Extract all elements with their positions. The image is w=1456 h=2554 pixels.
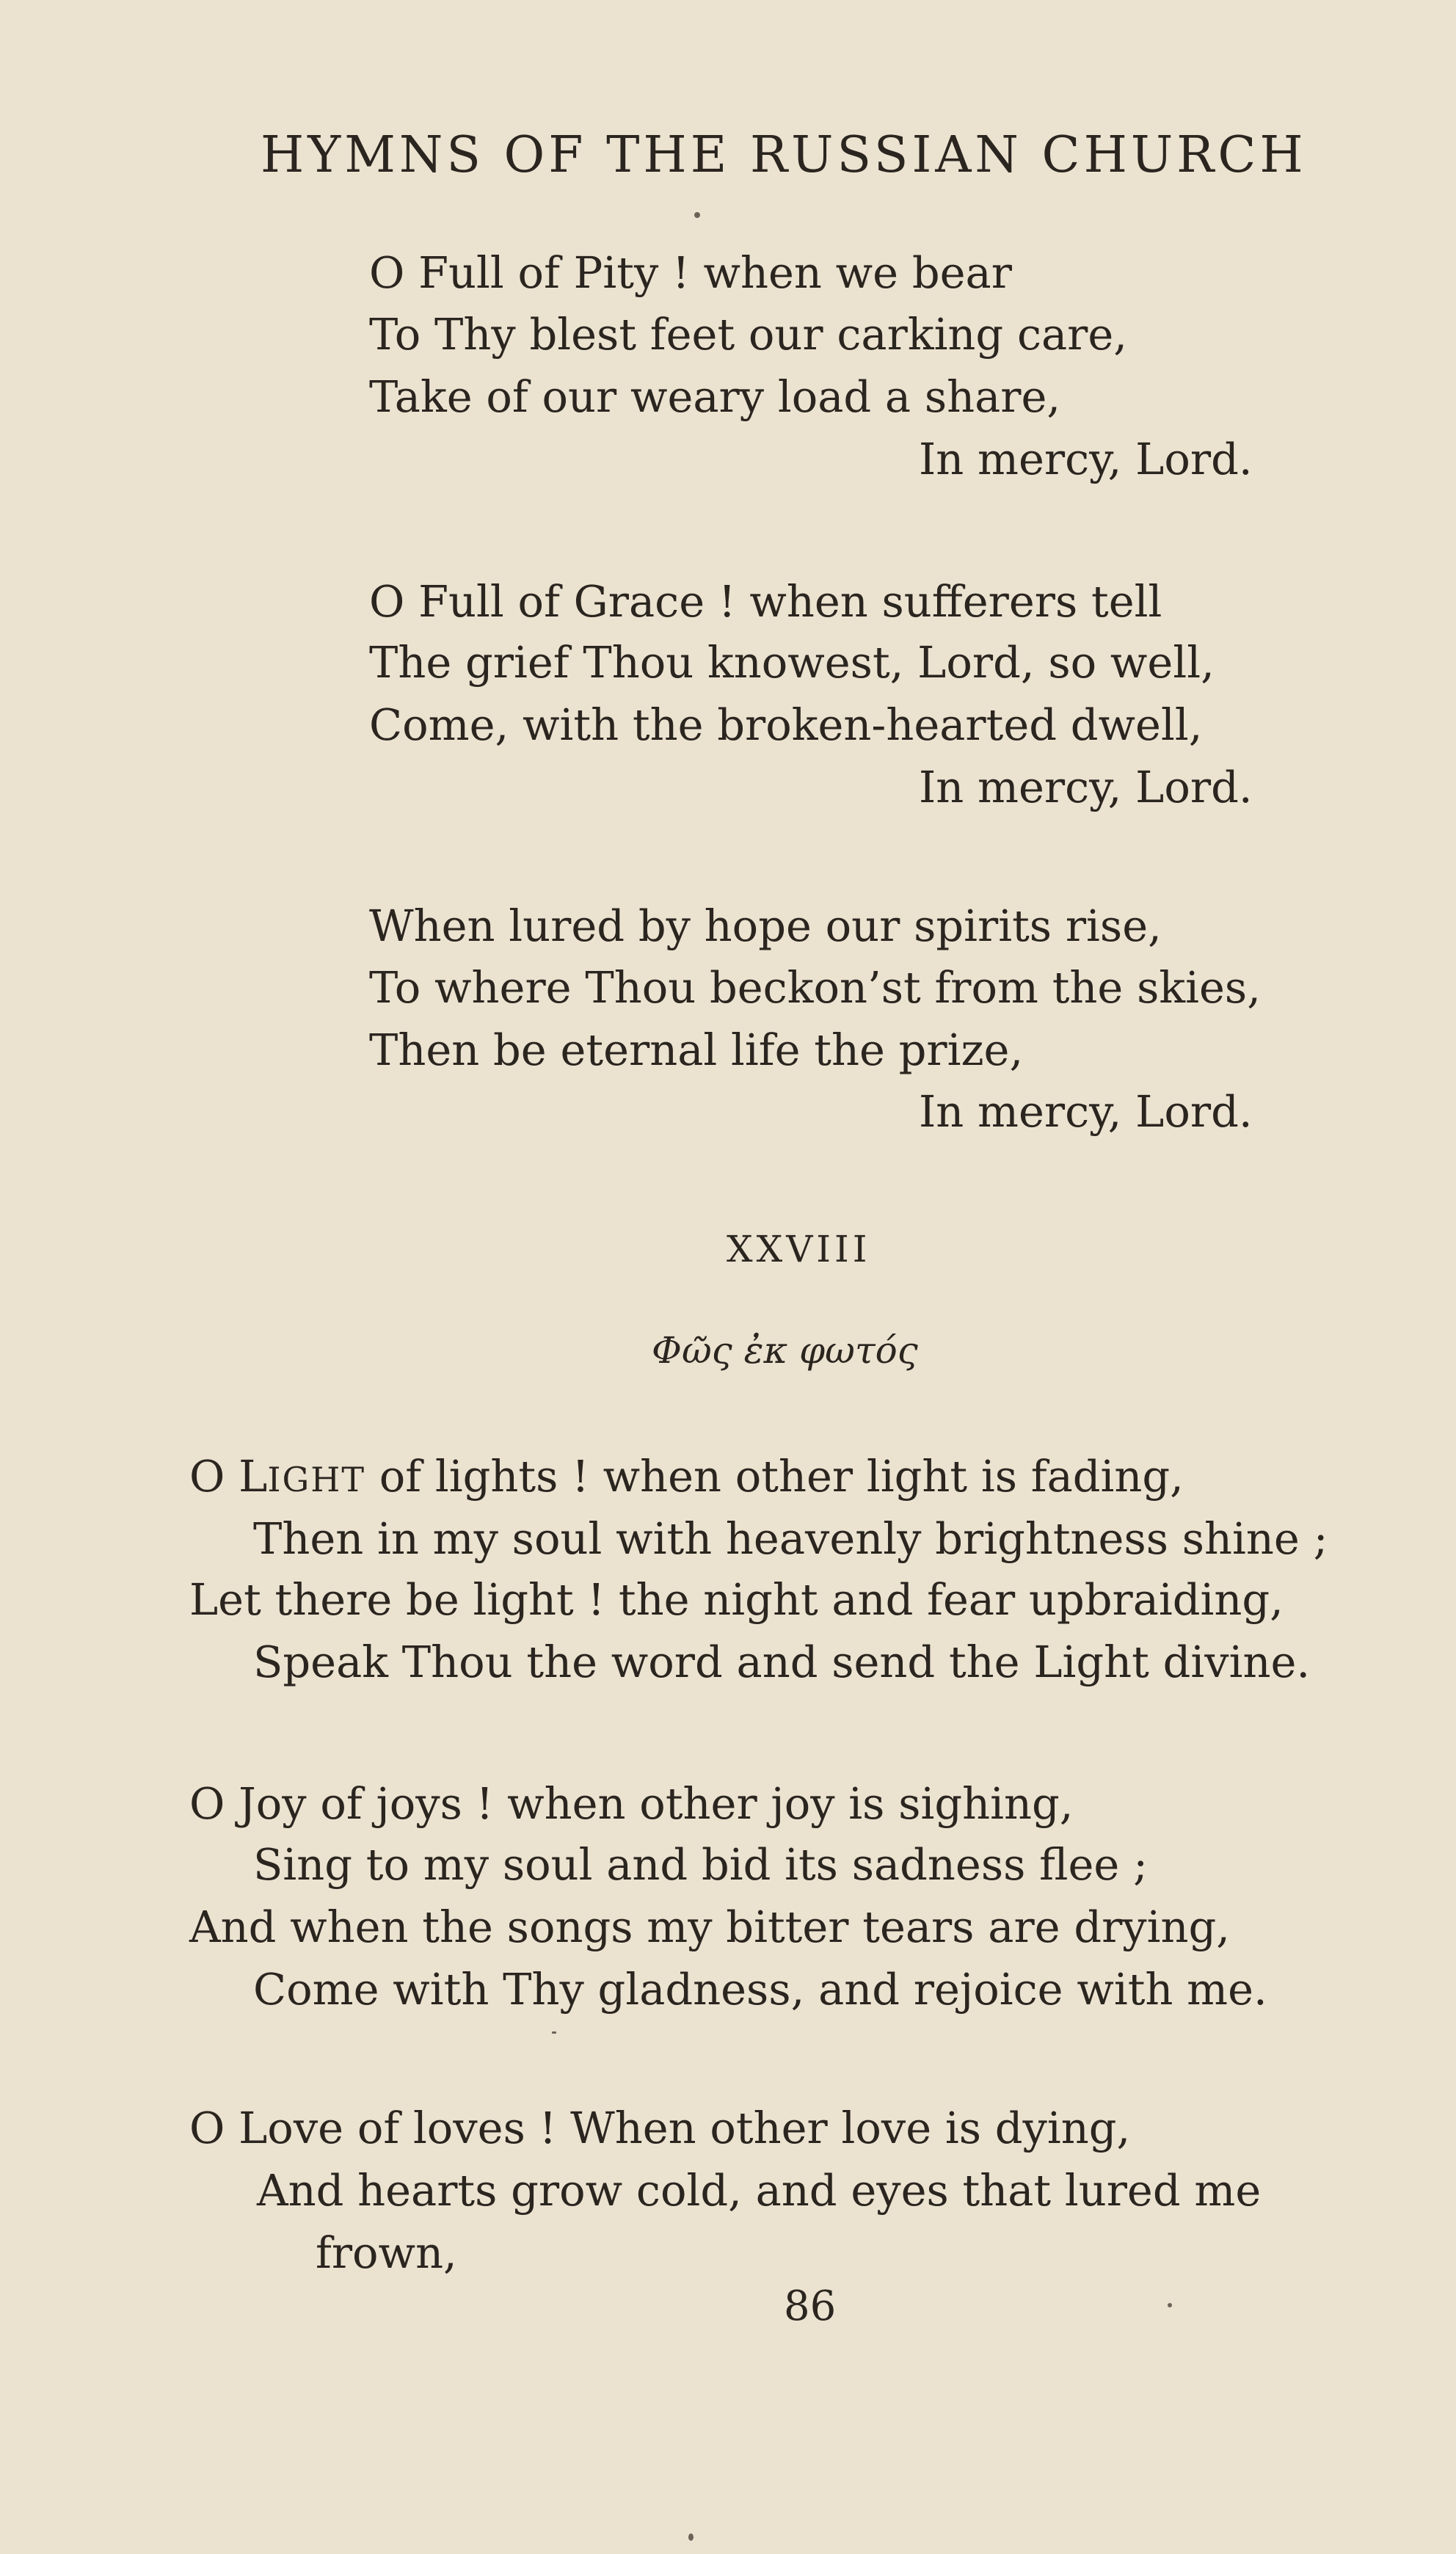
page-number: 86 xyxy=(784,2282,837,2330)
small-caps-rest: IGHT xyxy=(267,1460,366,1499)
verse-line: And when the songs my bitter tears are drying, xyxy=(189,1902,1231,1952)
verse-line: Let there be light ! the night and fear upbraiding, xyxy=(189,1574,1284,1625)
verse-line: When lured by hope our spirits rise, xyxy=(369,901,1162,951)
first-line-rest: of lights ! when other light is fading, xyxy=(365,1451,1184,1502)
verse-line: O Love of loves ! When other love is dying, xyxy=(189,2103,1131,2153)
verse-line: O Full of Pity ! when we bear xyxy=(369,247,1012,298)
greek-title: Φῶς ἐκ φωτός xyxy=(652,1329,918,1372)
verse-line-first xyxy=(189,1451,1184,1502)
verse-line: frown, xyxy=(316,2227,457,2278)
section-number: XXVIII xyxy=(727,1228,871,1270)
small-caps-initial: L xyxy=(239,1451,268,1502)
verse-line: Come with Thy gladness, and rejoice with me. xyxy=(253,1964,1267,2015)
verse-line: To Thy blest feet our carking care, xyxy=(369,309,1128,360)
verse-line: Take of our weary load a share, xyxy=(369,371,1061,422)
ink-speck xyxy=(552,2031,556,2034)
refrain-line: In mercy, Lord. xyxy=(919,434,1253,484)
verse-line: O Full of Grace ! when sufferers tell xyxy=(369,576,1162,627)
verse-line: To where Thou beckon’st from the skies, xyxy=(369,962,1261,1013)
verse-line: Then in my soul with heavenly brightness shine ; xyxy=(253,1513,1328,1564)
first-word-initial: O xyxy=(189,1451,239,1502)
ink-speck xyxy=(688,2533,694,2541)
verse-line: Come, with the broken-hearted dwell, xyxy=(369,699,1203,750)
running-head: HYMNS OF THE RUSSIAN CHURCH xyxy=(261,126,1307,184)
verse-line: Speak Thou the word and send the Light divine. xyxy=(253,1637,1311,1687)
ink-speck xyxy=(1168,2303,1172,2307)
refrain-line: In mercy, Lord. xyxy=(919,1086,1253,1137)
verse-line: And hearts grow cold, and eyes that lured me xyxy=(257,2165,1262,2216)
ink-speck xyxy=(694,212,700,218)
refrain-line: In mercy, Lord. xyxy=(919,762,1253,812)
verse-line: Sing to my soul and bid its sadness flee ; xyxy=(253,1839,1148,1890)
verse-line: The grief Thou knowest, Lord, so well, xyxy=(369,637,1215,688)
verse-line: O Joy of joys ! when other joy is sighing, xyxy=(189,1778,1074,1829)
verse-line: Then be eternal life the prize, xyxy=(369,1025,1024,1075)
